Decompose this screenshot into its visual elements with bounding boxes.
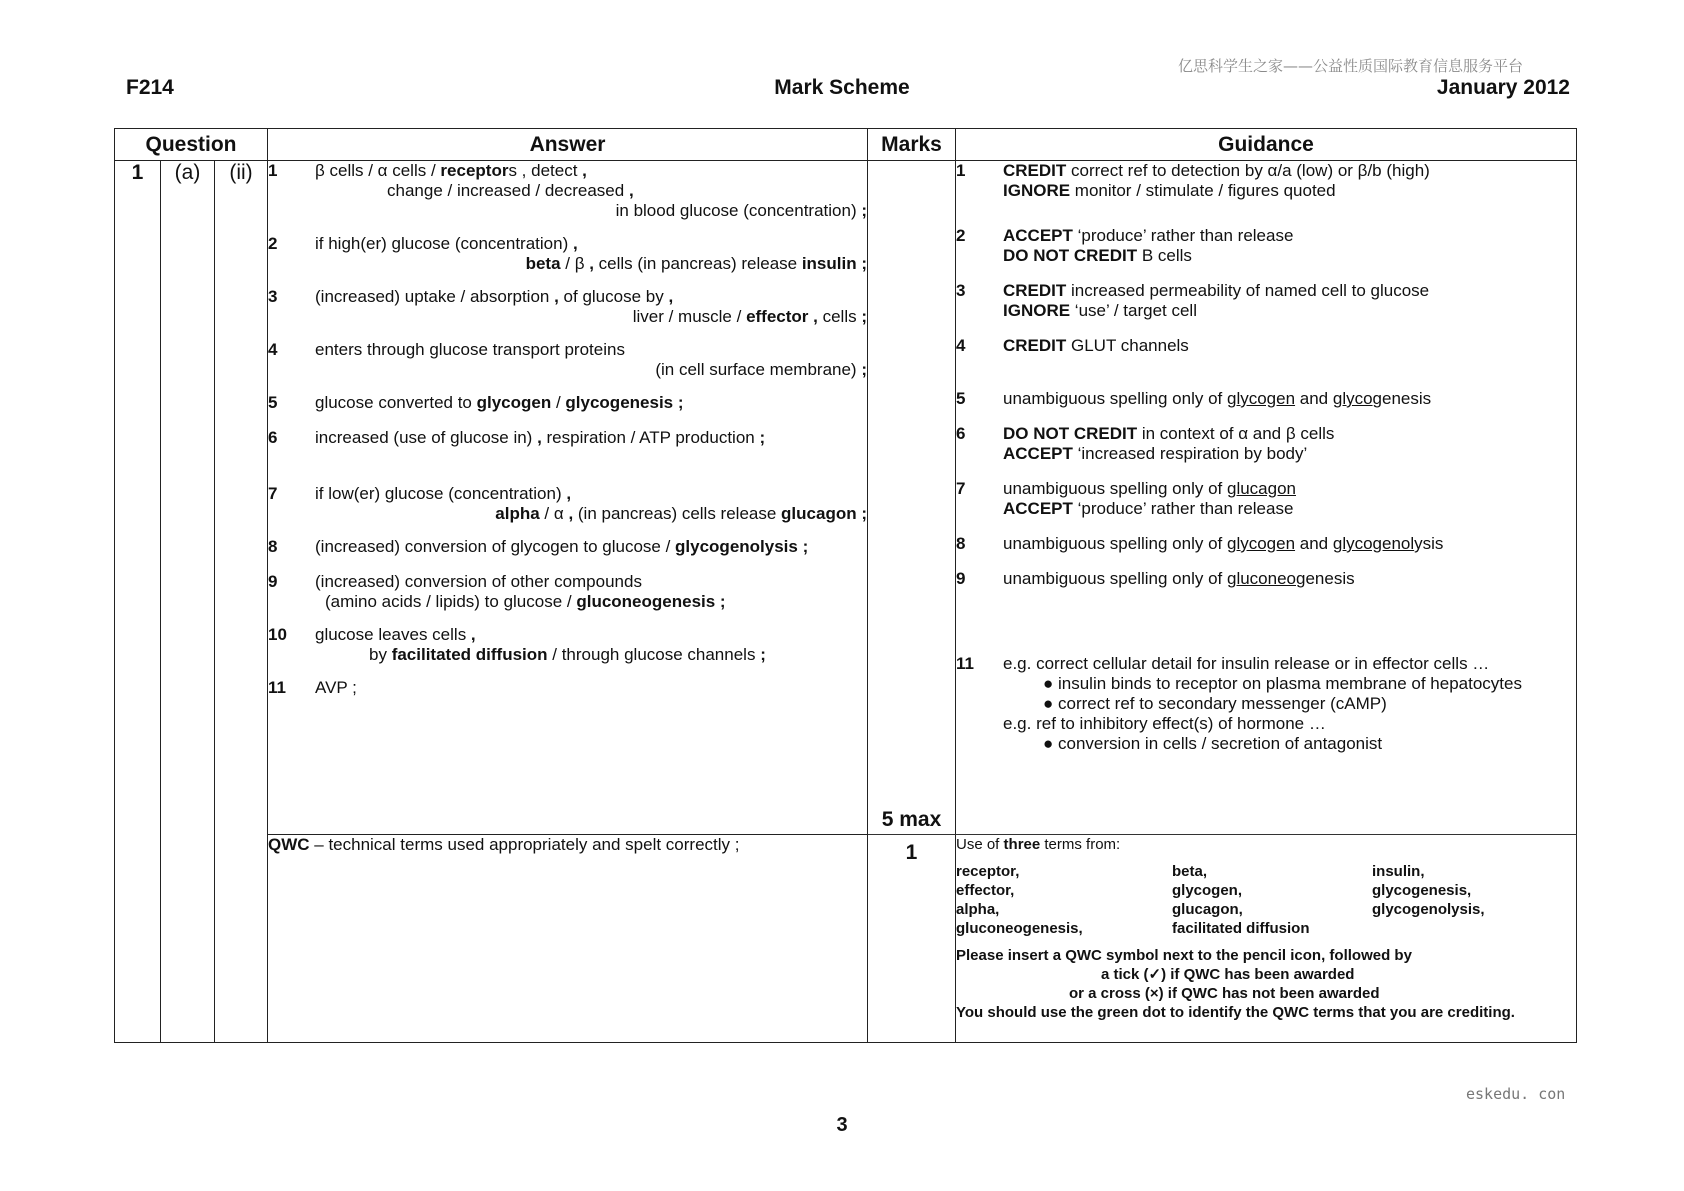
paper-code: F214 bbox=[126, 76, 174, 99]
qwc-marks-cell bbox=[868, 835, 956, 1043]
question-part: (a) bbox=[161, 161, 215, 1043]
page-title: Mark Scheme bbox=[774, 76, 910, 99]
guidance-point-9: 9 unambiguous spelling only of gluconeogenesis bbox=[956, 569, 1355, 588]
guidance-point-3: 3 CREDIT increased permeability of named cell to glucose IGNORE ‘use’ / target cell bbox=[956, 281, 1430, 320]
watermark: 亿思科学生之家——公益性质国际教育信息服务平台 bbox=[1178, 57, 1524, 75]
qwc-term: beta, bbox=[1172, 863, 1208, 880]
mark-scheme-table bbox=[114, 128, 1577, 1043]
guidance-point-6: 6 DO NOT CREDIT in context of α and β cells ACCEPT ‘increased respiration by body’ bbox=[956, 424, 1335, 463]
answer-point-7: 7 if low(er) glucose (concentration) , alpha / α , (in pancreas) cells release glucagon ; bbox=[268, 484, 867, 523]
qwc-terms-grid bbox=[956, 862, 1576, 938]
qwc-term: glycogenolysis, bbox=[1372, 901, 1485, 918]
question-header: Question bbox=[115, 129, 268, 161]
answer-point-11: 11 AVP ; bbox=[268, 678, 357, 697]
answer-point-9: 9 (increased) conversion of other compounds (amino acids / lipids) to glucose / gluconeogenesis ; bbox=[268, 572, 726, 611]
marks-cell bbox=[868, 161, 956, 835]
guidance-point-2: 2 ACCEPT ‘produce’ rather than release DO NOT CREDIT B cells bbox=[956, 226, 1294, 265]
qwc-term: receptor, bbox=[956, 863, 1020, 880]
guidance-point-11: 11 e.g. correct cellular detail for insulin release or in effector cells … ● insulin binds to receptor on plasma membrane of hepatocytes ● correct ref to secondary messenger (cAMP) e.g. ref to inhibitory effect(s) of hormone … ● conversion in cells / secretion of antagonist bbox=[956, 654, 1522, 753]
guidance-cell bbox=[956, 161, 1577, 835]
answer-point-1: 1 β cells / α cells / receptors , detect , change / increased / decreased , in blood glucose (concentration) ; bbox=[268, 161, 867, 220]
guidance-point-8: 8 unambiguous spelling only of glycogen and glycogenolysis bbox=[956, 534, 1444, 553]
exam-date: January 2012 bbox=[1436, 76, 1570, 99]
guidance-point-4: 4 CREDIT GLUT channels bbox=[956, 336, 1189, 355]
guidance-point-7: 7 unambiguous spelling only of glucagon ACCEPT ‘produce’ rather than release bbox=[956, 479, 1296, 518]
answer-point-3: 3 (increased) uptake / absorption , of glucose by , liver / muscle / effector , cells ; bbox=[268, 287, 867, 326]
qwc-term: effector, bbox=[956, 882, 1015, 899]
question-number: 1 bbox=[115, 161, 161, 1043]
table-row bbox=[115, 835, 1577, 1043]
qwc-guidance-cell bbox=[956, 835, 1577, 1043]
qwc-term: glucagon, bbox=[1172, 901, 1243, 918]
qwc-term: insulin, bbox=[1372, 863, 1425, 880]
qwc-term bbox=[1372, 919, 1552, 938]
marks-main-value: 5 max bbox=[881, 808, 942, 831]
qwc-term: facilitated diffusion bbox=[1172, 920, 1310, 937]
answer-point-4: 4 enters through glucose transport proteins (in cell surface membrane) ; bbox=[268, 340, 867, 379]
answer-header: Answer bbox=[268, 129, 868, 161]
table-header-row bbox=[115, 129, 1577, 161]
answer-point-8: 8 (increased) conversion of glycogen to glucose / glycogenolysis ; bbox=[268, 537, 809, 556]
answer-point-5: 5 glucose converted to glycogen / glycogenesis ; bbox=[268, 393, 684, 412]
footer-site: eskedu. con bbox=[1466, 1085, 1566, 1103]
table-row bbox=[115, 161, 1577, 835]
guidance-point-5: 5 unambiguous spelling only of glycogen and glycogenesis bbox=[956, 389, 1432, 408]
qwc-instructions: Please insert a QWC symbol next to the pencil icon, followed by a tick (✓) if QWC has been awarded or a cross (×) if QWC has not been awarded You should use the green dot to identify the QWC terms that you are crediting. bbox=[956, 947, 1515, 1021]
qwc-mark-value: 1 bbox=[905, 841, 918, 864]
page-number: 3 bbox=[836, 1114, 848, 1136]
answer-point-10: 10 glucose leaves cells , by facilitated diffusion / through glucose channels ; bbox=[268, 625, 766, 664]
qwc-term: glycogen, bbox=[1172, 882, 1243, 899]
qwc-term: gluconeogenesis, bbox=[956, 920, 1083, 937]
answer-cell bbox=[268, 161, 868, 835]
qwc-term: glycogenesis, bbox=[1372, 882, 1472, 899]
guidance-point-1: 1 CREDIT correct ref to detection by α/a (low) or β/b (high) IGNORE monitor / stimulate / figures quoted bbox=[956, 161, 1430, 200]
guidance-header: Guidance bbox=[956, 129, 1577, 161]
qwc-use-line: Use of three terms from: bbox=[956, 836, 1121, 853]
answer-point-2: 2 if high(er) glucose (concentration) , beta / β , cells (in pancreas) release insulin ; bbox=[268, 234, 867, 273]
answer-point-6: 6 increased (use of glucose in) , respiration / ATP production ; bbox=[268, 428, 766, 447]
qwc-term: alpha, bbox=[956, 901, 1000, 918]
question-subpart: (ii) bbox=[215, 161, 268, 1043]
marks-header: Marks bbox=[868, 129, 956, 161]
qwc-answer-cell: QWC – technical terms used appropriately and spelt correctly ; bbox=[268, 835, 868, 1043]
